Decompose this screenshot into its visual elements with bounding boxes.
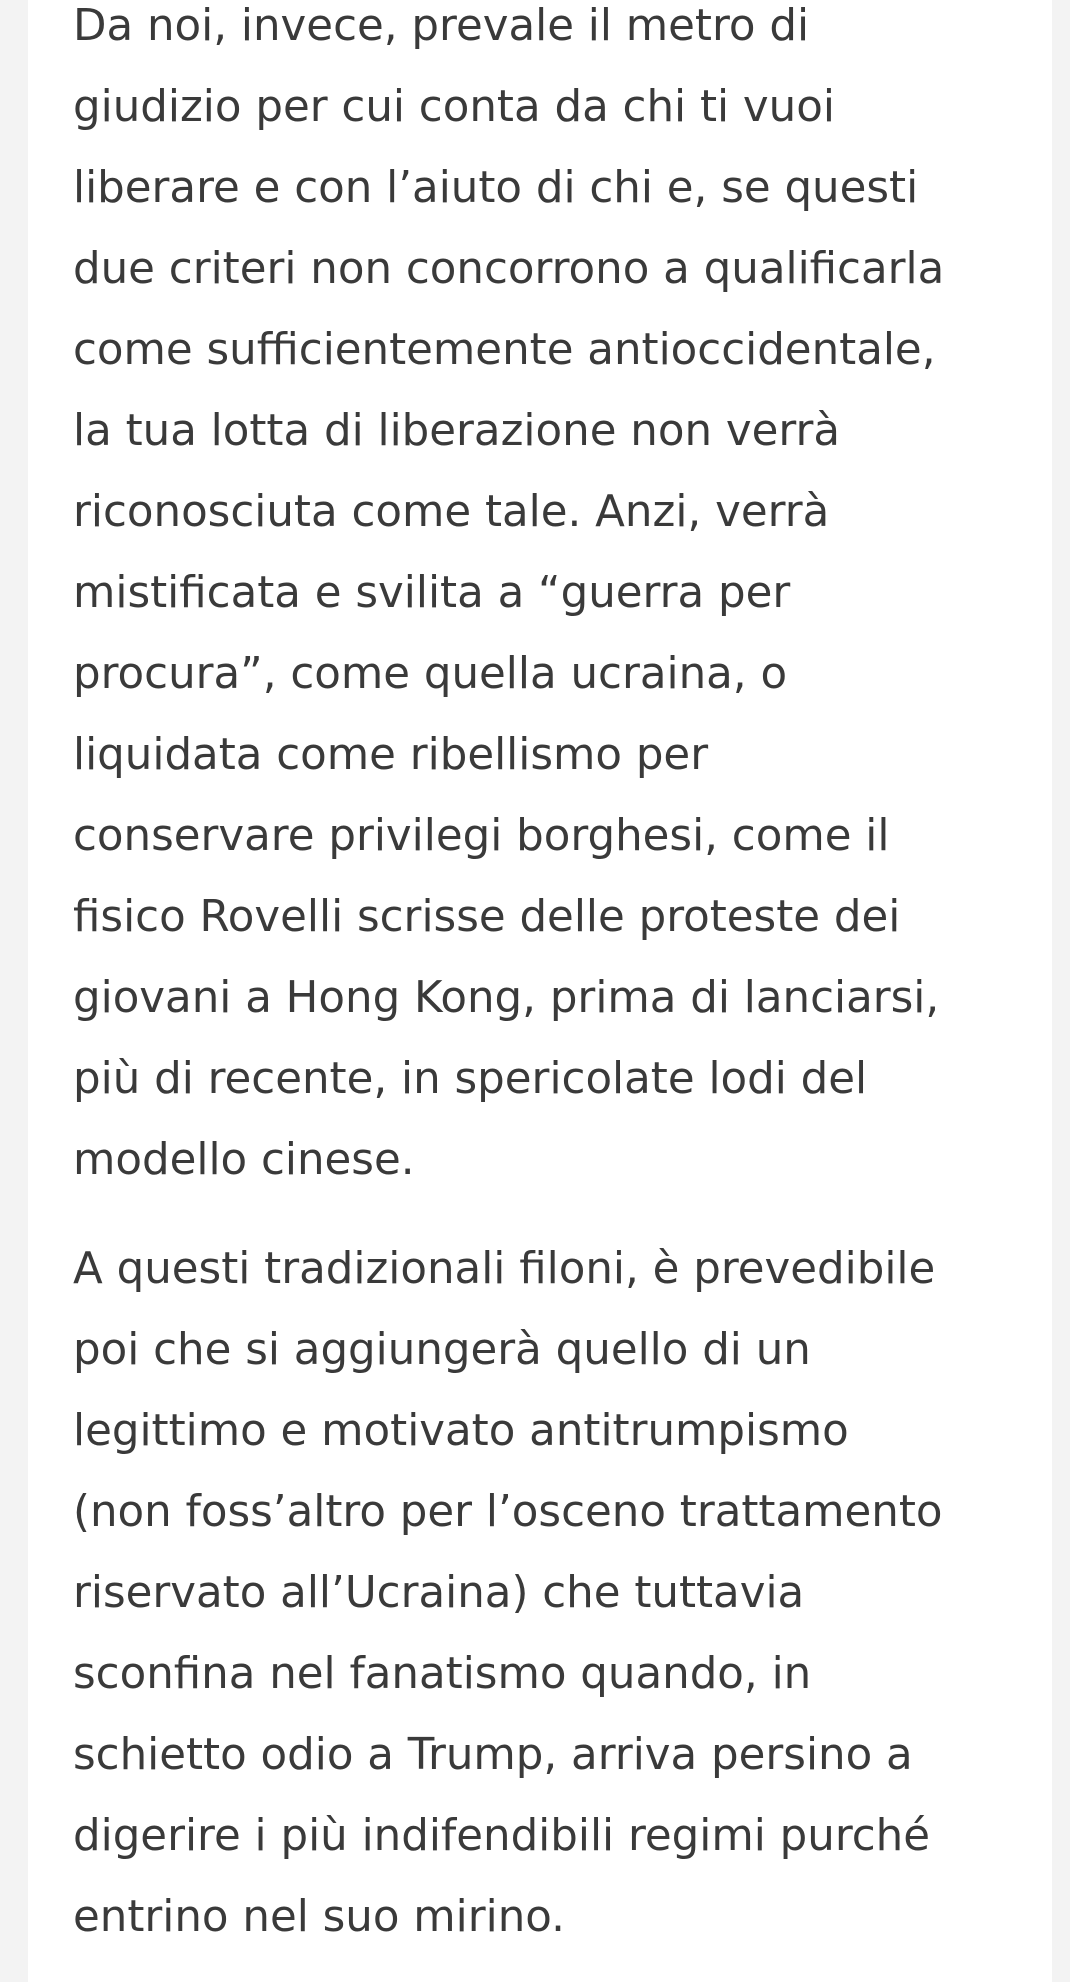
paragraph-line: (non foss’altro per l’osceno trattamento (73, 1487, 943, 1537)
article-paragraph-1 (73, 0, 1041, 1201)
article-paragraph-2 (73, 1229, 1041, 1958)
paragraph-line: la tua lotta di liberazione non verrà (73, 406, 841, 456)
paragraph-line: procura”, come quella ucraina, o (73, 649, 788, 699)
paragraph-line: poi che si aggiungerà quello di un (73, 1325, 811, 1375)
paragraph-line: giovani a Hong Kong, prima di lanciarsi, (73, 973, 940, 1023)
paragraph-line: digerire i più indifendibili regimi purché (73, 1811, 931, 1861)
paragraph-line: liberare e con l’aiuto di chi e, se questi (73, 163, 919, 213)
paragraph-line: due criteri non concorrono a qualificarla (73, 244, 945, 294)
paragraph-line: entrino nel suo mirino. (73, 1892, 565, 1942)
paragraph-line: schietto odio a Trump, arriva persino a (73, 1730, 913, 1780)
paragraph-line: Da noi, invece, prevale il metro di (73, 1, 810, 51)
paragraph-line: fisico Rovelli scrisse delle proteste dei (73, 892, 901, 942)
article-body (73, 0, 1041, 1958)
paragraph-line: sconfina nel fanatismo quando, in (73, 1649, 812, 1699)
paragraph-line: mistificata e svilita a “guerra per (73, 568, 791, 618)
paragraph-line: riservato all’Ucraina) che tuttavia (73, 1568, 805, 1618)
paragraph-line: più di recente, in spericolate lodi del (73, 1054, 868, 1104)
paragraph-line: legittimo e motivato antitrumpismo (73, 1406, 849, 1456)
paragraph-line: A questi tradizionali filoni, è prevedibile (73, 1244, 936, 1294)
paragraph-line: come sufficientemente antioccidentale, (73, 325, 936, 375)
paragraph-line: conservare privilegi borghesi, come il (73, 811, 890, 861)
paragraph-line: liquidata come ribellismo per (73, 730, 709, 780)
paragraph-line: giudizio per cui conta da chi ti vuoi (73, 82, 835, 132)
paragraph-line: modello cinese. (73, 1135, 415, 1185)
paragraph-line: riconosciuta come tale. Anzi, verrà (73, 487, 830, 537)
article-card (28, 0, 1052, 1982)
